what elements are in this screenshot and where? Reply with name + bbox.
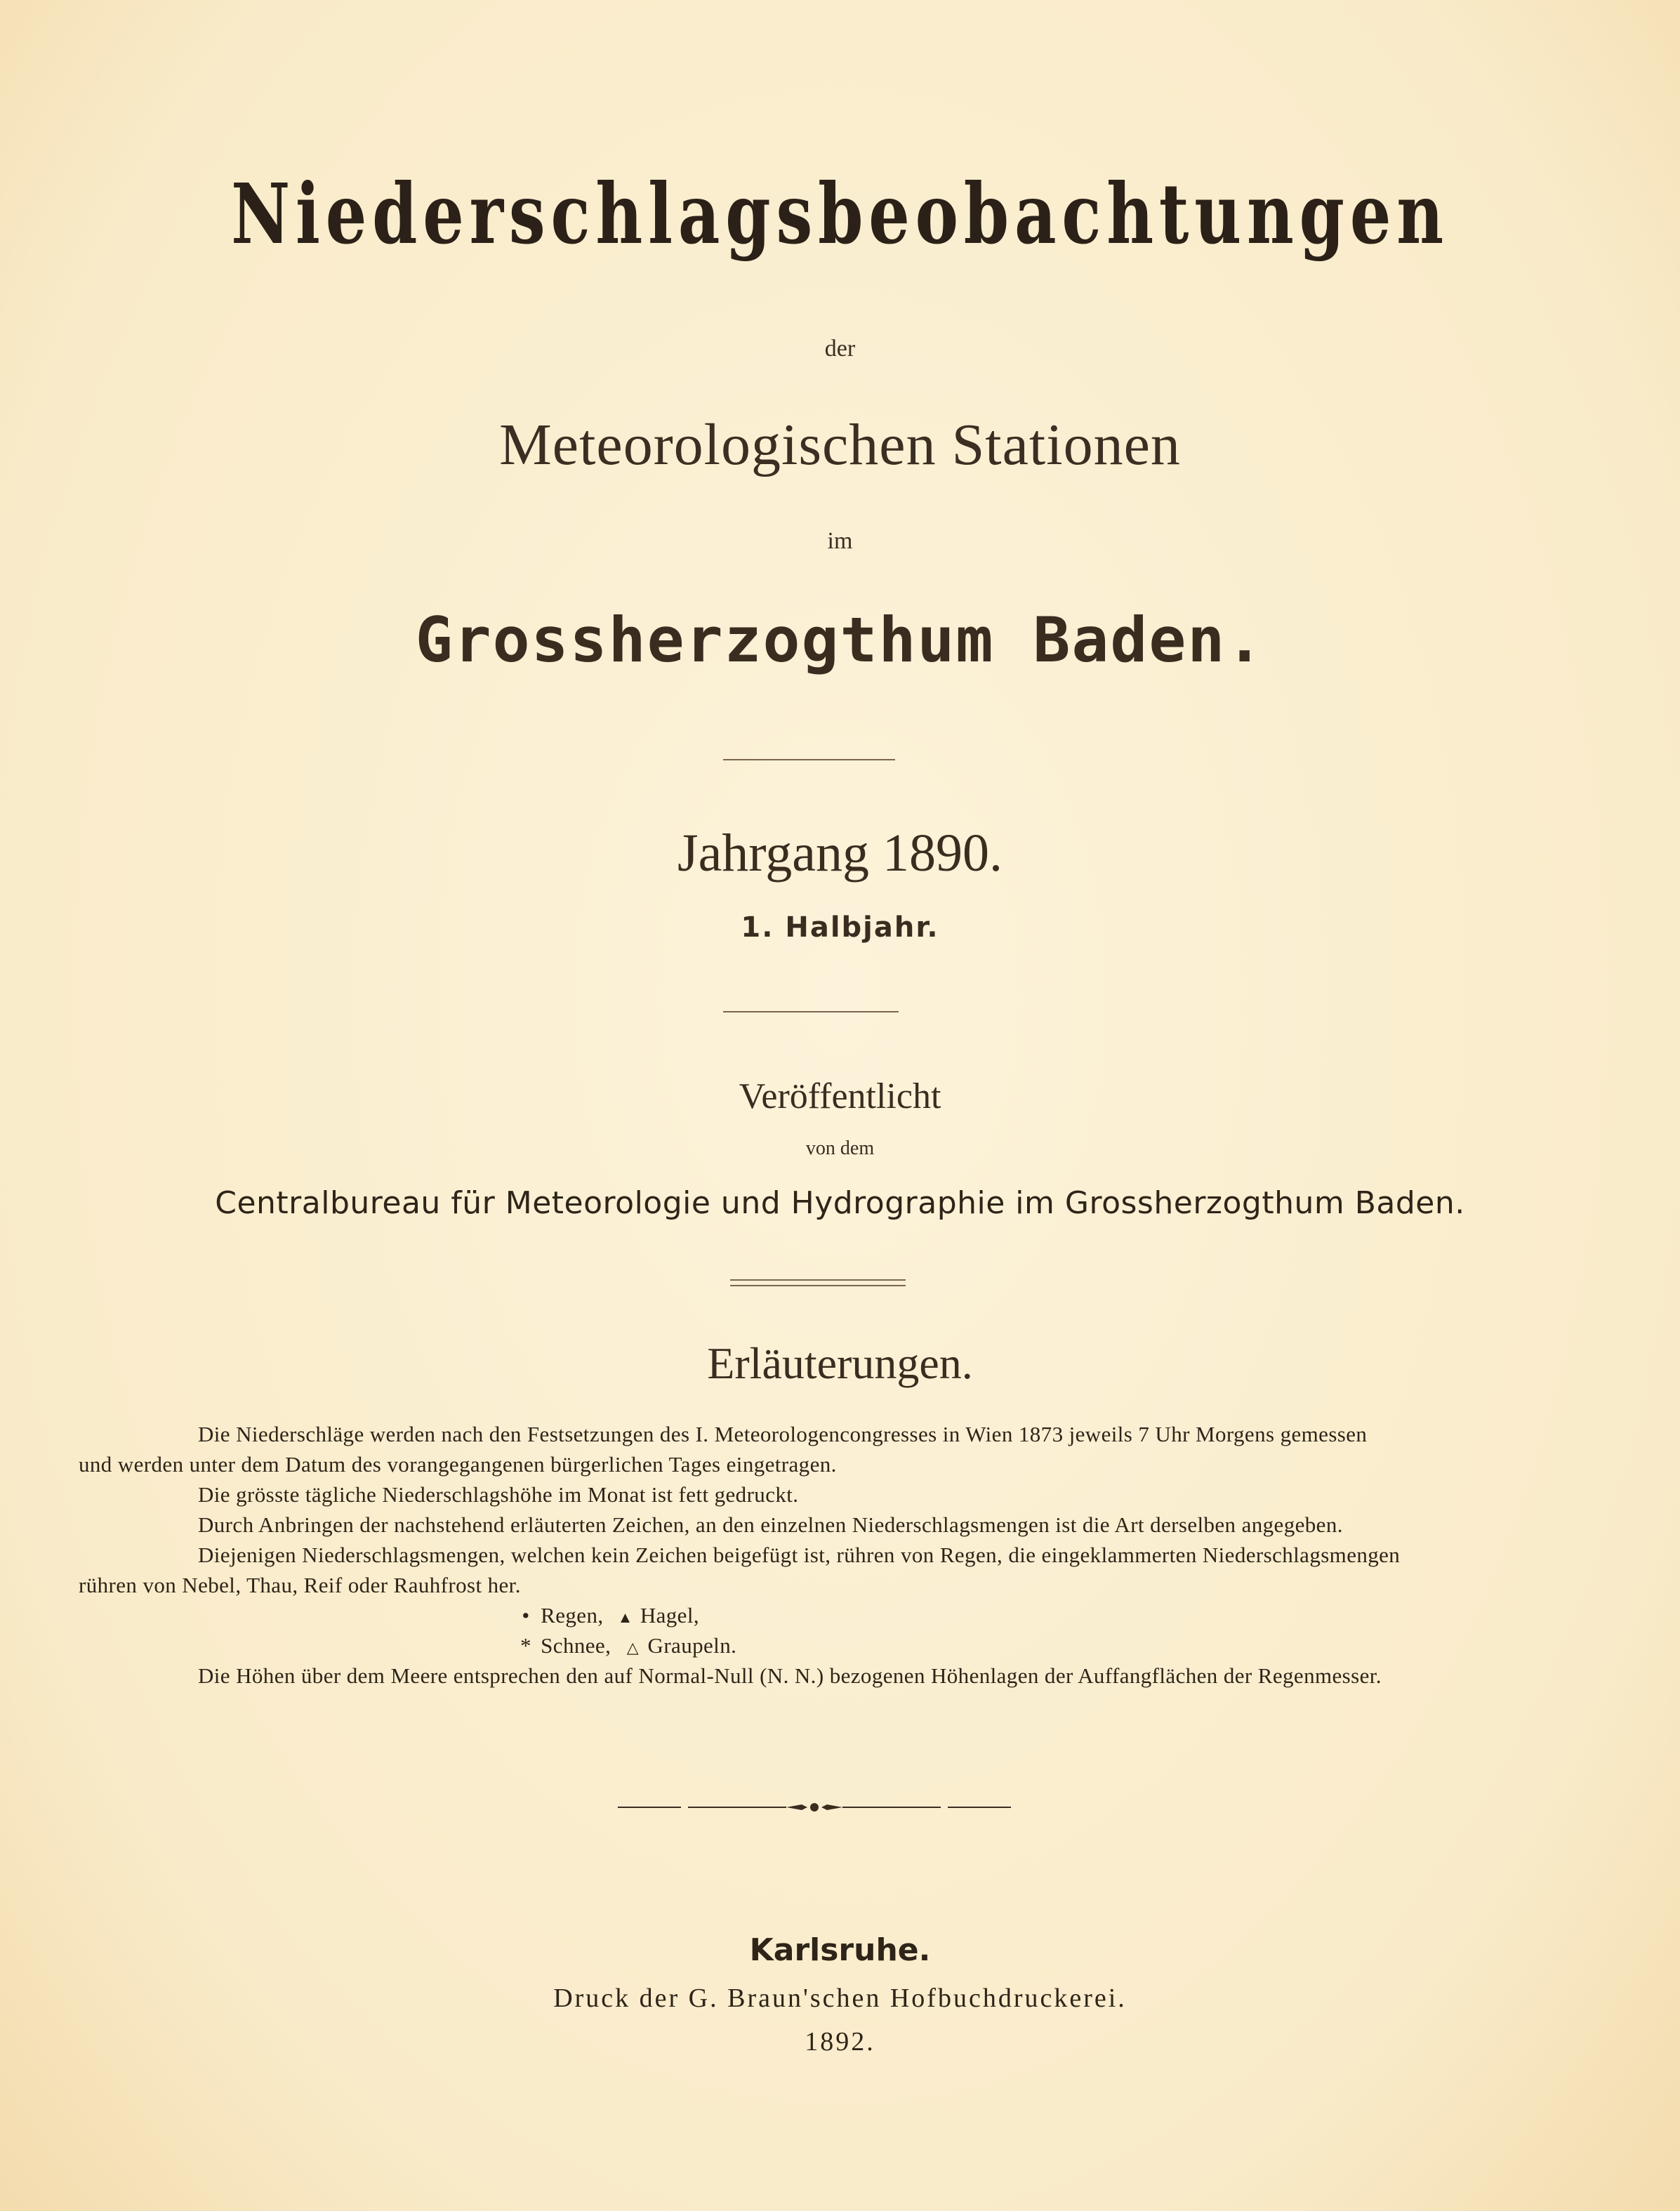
volume-title: Jahrgang 1890. — [677, 824, 1003, 883]
snow-label: Schnee, — [541, 1633, 611, 1658]
double-rule-bottom — [730, 1285, 906, 1286]
notes-paragraph-1-line-1: Die Niederschläge werden nach den Festsetzungen des I. Meteorologencongresses in Wien 1873 jeweils 7 Uhr Morgens gemessen — [198, 1422, 1368, 1446]
hail-symbol-icon: ▲ — [617, 1609, 633, 1626]
connector-im: im — [827, 528, 853, 554]
notes-paragraph-4-line-2: rühren von Nebel, Thau, Reif oder Rauhfrost her. — [79, 1573, 521, 1597]
notes-paragraph-1-line-2: und werden unter dem Datum des vorangegangenen bürgerlichen Tages eingetragen. — [79, 1452, 837, 1477]
hail-label: Hagel, — [640, 1603, 699, 1628]
ornament-divider-icon — [618, 1799, 1011, 1816]
main-title: Niederschlagsbeobachtungen — [231, 165, 1449, 263]
published-label: Veröffentlicht — [739, 1076, 941, 1116]
notes-paragraph-2: Die grösste tägliche Niederschlagshöhe im Monat ist fett gedruckt. — [198, 1482, 799, 1507]
rain-symbol-icon: • — [522, 1603, 530, 1628]
notes-paragraph-5: Die Höhen über dem Meere entsprechen den auf Normal-Null (N. N.) bezogenen Höhenlagen der Auffangflächen der Regenmesser. — [198, 1663, 1382, 1688]
by-label: von dem — [805, 1137, 875, 1159]
region-title: Grossherzogthum Baden. — [415, 604, 1265, 676]
graupel-label: Graupeln. — [647, 1633, 737, 1658]
connector-der: der — [824, 336, 856, 362]
double-rule-top — [730, 1279, 906, 1281]
publisher-name: Centralbureau für Meteorologie und Hydrographie im Grossherzogthum Baden. — [215, 1185, 1465, 1221]
publication-year: 1892. — [805, 2027, 875, 2057]
graupel-symbol-icon: △ — [626, 1639, 640, 1656]
printer-line: Druck der G. Braun'schen Hofbuchdruckerei. — [553, 1984, 1127, 2013]
notes-paragraph-3: Durch Anbringen der nachstehend erläuterten Zeichen, an den einzelnen Niederschlagsmengen ist die Art derselben angegeben. — [198, 1512, 1343, 1537]
divider-rule-2 — [723, 1011, 899, 1012]
legend-line-2 — [517, 1633, 736, 1658]
legend-line-1 — [517, 1603, 699, 1628]
notes-heading: Erläuterungen. — [707, 1338, 973, 1388]
snow-symbol-icon: * — [520, 1633, 531, 1658]
place-of-publication: Karlsruhe. — [749, 1932, 931, 1968]
divider-rule-1 — [723, 759, 895, 760]
half-year-label: 1. Halbjahr. — [741, 911, 939, 944]
notes-paragraph-4-line-1: Diejenigen Niederschlagsmengen, welchen kein Zeichen beigefügt ist, rühren von Regen, die eingeklammerten Niederschlagsmengen — [198, 1543, 1401, 1567]
subtitle: Meteorologischen Stationen — [499, 412, 1181, 477]
rain-label: Regen, — [541, 1603, 604, 1628]
